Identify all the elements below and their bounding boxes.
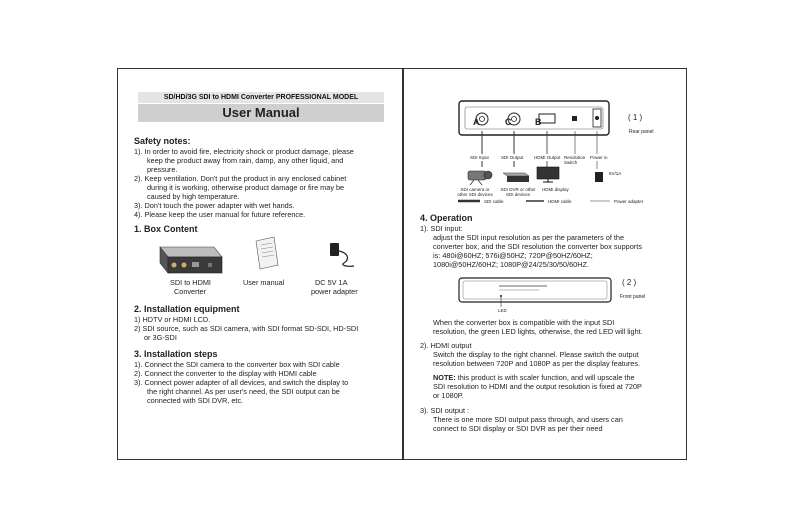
port-letter-c: C [505,117,512,127]
device-label-dvr: SDI DVR or other SDI devices [500,187,536,197]
port-label-power-in: Power in [590,155,608,160]
sdi-output-line: connect to SDI display or SDI DVR as per their need [433,424,603,433]
note-text: this product is with scaler function, and will upscale the [455,373,635,382]
sdi-input-line: adjust the SDI input resolution as per the parameters of the [433,233,625,242]
hdmi-output-line: Switch the display to the right channel. Please switch the output [433,350,639,359]
hdmi-output-line: resolution between 720P and 1080P as per the display features. [433,359,641,368]
sdi-input-line: 1080i@50HZ/60HZ; 1080P@24/25/30/50/60HZ. [433,260,589,269]
steps-line: 2). Connect the converter to the display with HDMI cable [134,369,317,378]
led-pointer [404,69,688,314]
box-item-converter: Converter [174,287,207,296]
installation-steps-heading: 3. Installation steps [134,349,218,359]
manual-title: User Manual [138,104,384,122]
port-label-resolution-switch: Resolution Switch [564,155,586,165]
rear-panel-label: Rear panel [629,129,654,135]
box-item-converter: SDI to HDMI [170,278,211,287]
sdi-input-line: is: 480i@60HZ; 576i@50HZ; 720P@50HZ/60HZ; [433,251,593,260]
legend-hdmi-cable: HDMI cable [548,199,572,204]
note-line: SDI resolution to HDMI and the output resolution is fixed at 720P [433,382,642,391]
port-label-sdi-output: SDI Output [501,155,524,160]
operation-heading: 4. Operation [420,213,473,223]
safety-line: pressure. [147,165,178,174]
port-letter-b: B [535,117,542,127]
device-label-display: HDMI display [542,187,569,192]
hdmi-output-title: 2). HDMI output [420,341,472,350]
box-item-manual: User manual [243,278,285,287]
sdi-input-line: converter box, and the SDI resolution the converter box supports [433,242,642,251]
port-label-hdmi-output: HDMI Output [534,155,561,160]
note-line [433,373,635,382]
steps-line: connected with SDI DVR, etc. [147,396,244,405]
equipment-line: 2) SDI source, such as SDI camera, with SDI format SD-SDI, HD-SDI [134,324,359,333]
left-page [117,68,403,460]
equipment-line: 1) HDTV or HDMI LCD. [134,315,211,324]
port-label-sdi-input: SDI Input [470,155,489,160]
sdi-output-line: There is one more SDI output pass through, and users can [433,415,623,424]
front-panel-label: Front panel [620,294,646,300]
box-item-adapter: DC 5V 1A [315,278,348,287]
model-title: SD/HD/3G SDI to HDMI Converter PROFESSIONAL MODEL [138,92,384,103]
right-page [403,68,687,460]
converter-box-image [154,239,224,279]
box-item-adapter: power adapter [311,287,358,296]
note-line: or 1080P. [433,391,464,400]
safety-line: 4). Please keep the user manual for future reference. [134,210,306,219]
box-content-heading: 1. Box Content [134,224,198,234]
installation-equipment-heading: 2. Installation equipment [134,304,240,314]
legend-power-adapter: Power adapter [614,199,644,204]
steps-line: 3). Connect power adapter of all devices, and switch the display to [134,378,349,387]
safety-line: 3). Don't touch the power adapter with wet hands. [134,201,295,210]
legend-sdi-cable: SDI cable [484,199,504,204]
user-manual-image [254,237,280,271]
equipment-line: or 3G-SDI [144,333,177,342]
safety-line: 2). Keep ventilation. Don't put the product in any enclosed cabinet [134,174,347,183]
note-label: NOTE: [433,373,456,382]
adapter-label: 5V/1A [609,171,622,176]
device-label-camera: SDI camera or other SDI devices [457,187,493,197]
safety-line: keep the product away from rain, damp, any other liquid, and [147,156,344,165]
led-line: resolution, the green LED lights, otherwise, the red LED will light. [433,327,643,336]
safety-line: during it is working, otherwise product damage or fire may be [147,183,345,192]
port-letter-a: A [473,117,480,127]
steps-line: the right channel. As per user's need, the SDI output can be [147,387,340,396]
front-panel-number: ( 2 ) [622,278,637,287]
safety-line: 1). In order to avoid fire, electricity shock or product damage, please [134,147,354,156]
power-adapter-image [324,239,358,269]
steps-line: 1). Connect the SDI camera to the converter box with SDI cable [134,360,340,369]
led-label: LED [498,308,507,313]
safety-heading: Safety notes: [134,136,191,146]
sdi-input-title: 1). SDI input: [420,224,463,233]
sdi-output-title: 3). SDI output : [420,406,470,415]
led-line: When the converter box is compatible with the input SDI [433,318,615,327]
rear-panel-number: ( 1 ) [628,113,643,122]
safety-line: caused by high temperature. [147,192,240,201]
